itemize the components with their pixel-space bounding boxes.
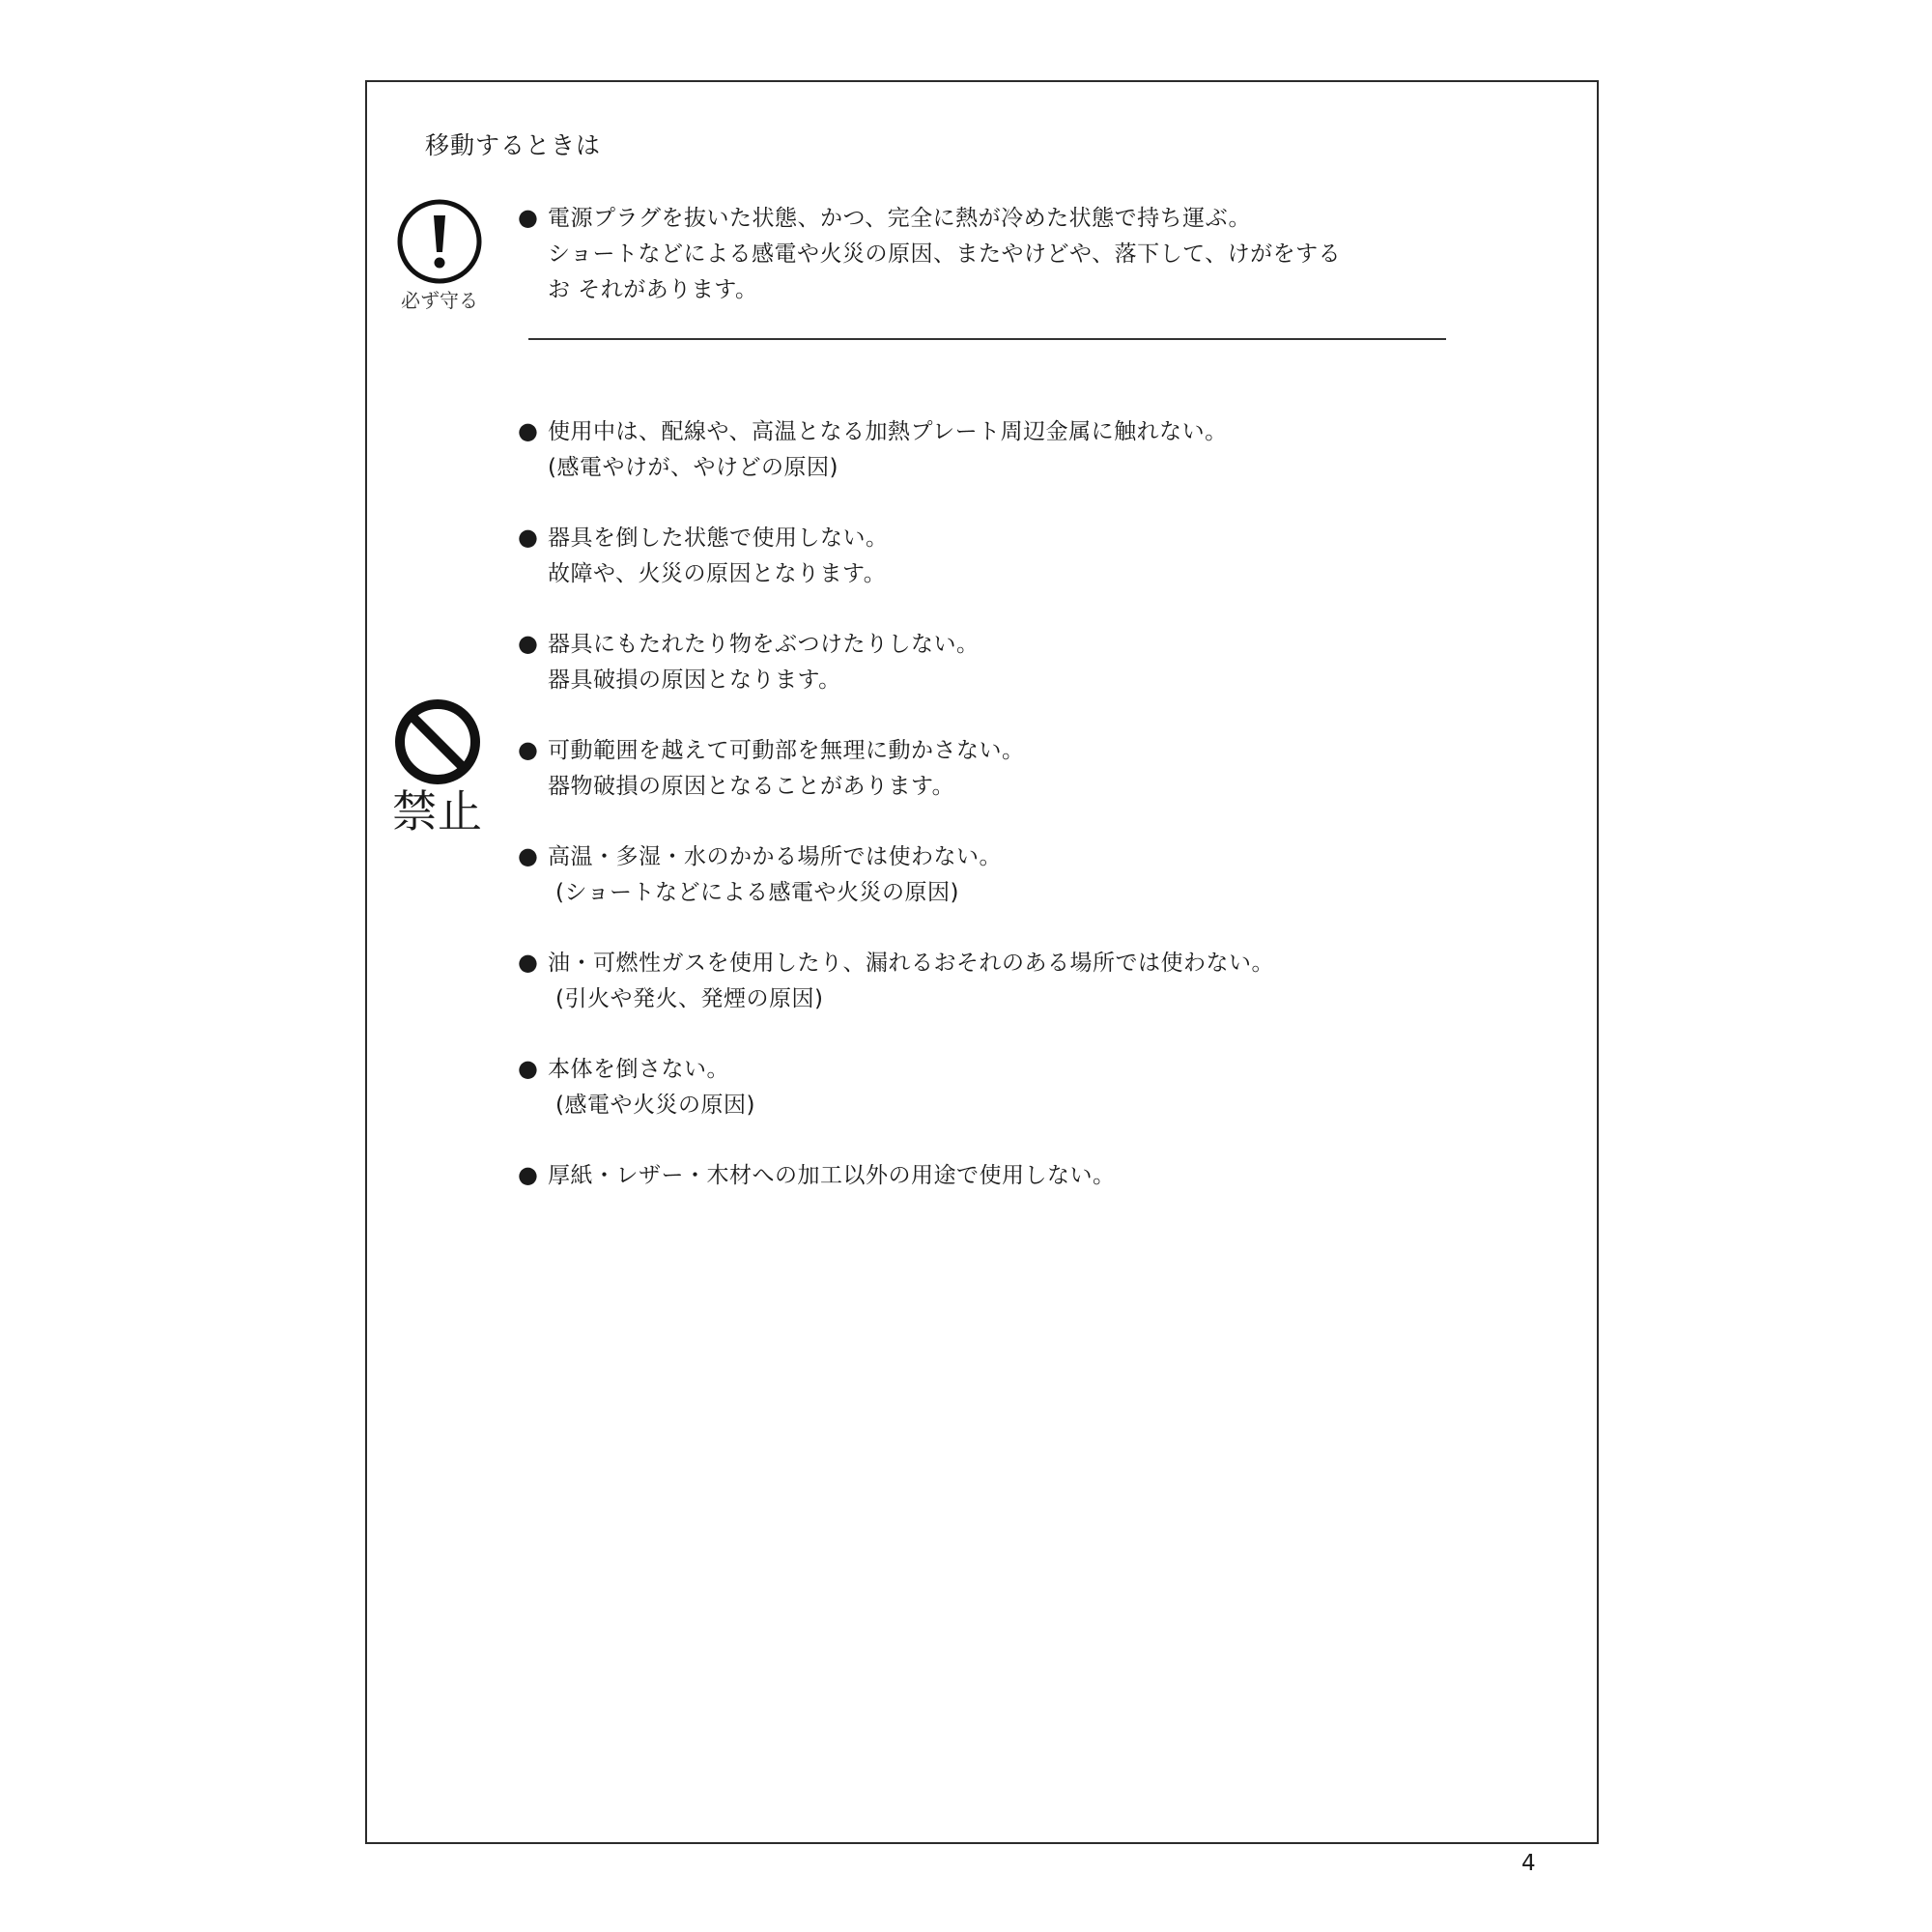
prohibit-item: ● 器具にもたれたり物をぶつけたりしない。 器具破損の原因となります。 <box>518 626 980 698</box>
prohibit-item: ● 可動範囲を越えて可動部を無理に動かさない。 器物破損の原因となることがあります。 <box>518 732 1025 805</box>
prohibition-icon <box>393 697 482 786</box>
must-item-line-3: お それがあります。 <box>548 277 758 302</box>
bullet-icon: ● <box>518 524 539 551</box>
bullet-icon: ● <box>518 736 539 763</box>
bullet-icon: ● <box>518 842 539 869</box>
prohibition-indicator <box>388 697 487 837</box>
bullet-icon: ● <box>518 1055 539 1082</box>
page-number: 4 <box>1521 1851 1536 1876</box>
must-follow-caption: 必ず守る <box>401 289 478 312</box>
bullet-icon: ● <box>518 630 539 657</box>
prohibit-item: ● 使用中は、配線や、高温となる加熱プレート周辺金属に触れない。 (感電やけが、やけどの原因) <box>518 413 1228 486</box>
prohibit-item: ● 本体を倒さない。 (感電や火災の原因) <box>518 1051 755 1123</box>
must-item <box>518 200 1341 308</box>
must-item-line-1: ● 電源プラグを抜いた状態、かつ、完全に熱が冷めた状態で持ち運ぶ。 <box>518 200 1341 237</box>
prohibit-item: ● 厚紙・レザー・木材への加工以外の用途で使用しない。 <box>518 1157 1116 1194</box>
prohibit-item: ● 器具を倒した状態で使用しない。 故障や、火災の原因となります。 <box>518 520 889 592</box>
must-item-line-2: ショートなどによる感電や火災の原因、またやけどや、落下して、けがをする <box>548 242 1342 267</box>
section-divider <box>528 338 1446 340</box>
bullet-icon: ● <box>518 949 539 976</box>
prohibit-item: ● 油・可燃性ガスを使用したり、漏れるおそれのある場所では使わない。 (引火や発火、発煙の原因) <box>518 945 1274 1017</box>
section-title: 移動するときは <box>425 131 602 159</box>
prohibition-caption: 禁止 <box>392 785 483 838</box>
bullet-icon: ● <box>518 417 539 444</box>
bullet-icon: ● <box>518 1161 539 1188</box>
bullet-icon: ● <box>518 204 539 231</box>
exclamation-circle-icon <box>396 198 483 285</box>
must-follow-indicator <box>394 198 485 312</box>
prohibit-item: ● 高温・多湿・水のかかる場所では使わない。 (ショートなどによる感電や火災の原因) <box>518 838 1002 911</box>
